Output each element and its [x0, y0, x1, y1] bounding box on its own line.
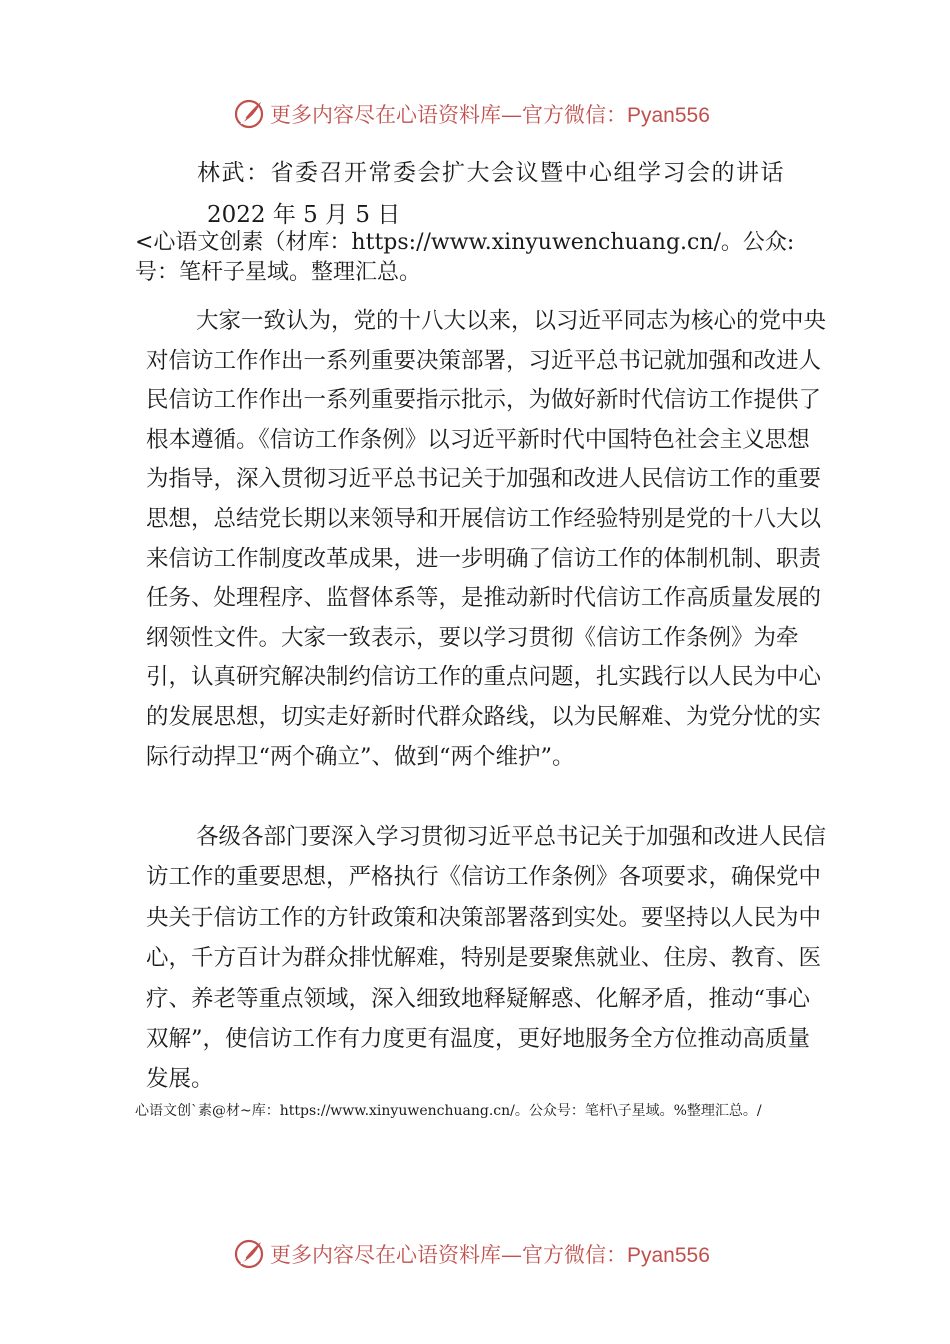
- document-date: 2022 年 5 月 5 日: [207, 202, 401, 228]
- body-paragraph-1: 大家一致认为，党的十八大以来，以习近平同志为核心的党中央对信访工作作出一系列重要决策部署，习近平总书记就加强和改进人民信访工作作出一系列重要指示批示，为做好新时代信访工作提供了根本遵循。《信访工作条例》以习近平新时代中国特色社会主义思想为指导，深入贯彻习近平总书记关于加强和改进人民信访工作的重要思想，总结党长期以来领导和开展信访工作经验特别是党的十八大以来信访工作制度改革成果，进一步明确了信访工作的体制机制、职责任务、处理程序、监督体系等，是推动新时代信访工作高质量发展的纲领性文件。大家一致表示，要以学习贯彻《信访工作条例》为牵引，认真研究解决制约信访工作的重点问题，扎实践行以人民为中心的发展思想，切实走好新时代群众路线，以为民解难、为党分忧的实际行动捍卫“两个确立”、做到“两个维护”。: [146, 308, 827, 770]
- watermark-header: [232, 96, 710, 132]
- watermark-text: 更多内容尽在心语资料库—官方微信：Pyan556: [270, 1243, 710, 1267]
- document-title: 林武：省委召开常委会扩大会议暨中心组学习会的讲话: [197, 160, 785, 186]
- watermark-text: 更多内容尽在心语资料库—官方微信：Pyan556: [270, 103, 710, 127]
- quill-in-circle-icon: [232, 1237, 266, 1271]
- quill-in-circle-icon: [232, 97, 266, 131]
- footer-source-note: 心语文创`素@材~库：https://www.xinyuwenchuang.cn/。公众号：笔杆\子星域。%整理汇总。/: [135, 1103, 762, 1119]
- watermark-footer: [232, 1236, 710, 1272]
- source-note: <心语文创素（材库：https://www.xinyuwenchuang.cn/。公众:号：笔杆子星域。整理汇总。: [135, 230, 795, 285]
- watermark-account: Pyan556: [627, 104, 710, 127]
- watermark-account: Pyan556: [627, 1244, 710, 1267]
- body-paragraph-2: 各级各部门要深入学习贯彻习近平总书记关于加强和改进人民信访工作的重要思想，严格执行《信访工作条例》各项要求，确保党中央关于信访工作的方针政策和决策部署落到实处。要坚持以人民为中心，千方百计为群众排忧解难，特别是要聚焦就业、住房、教育、医疗、养老等重点领域，深入细致地释疑解惑、化解矛盾，推动“事心双解”，使信访工作有力度更有温度，更好地服务全方位推动高质量发展。: [146, 824, 827, 1093]
